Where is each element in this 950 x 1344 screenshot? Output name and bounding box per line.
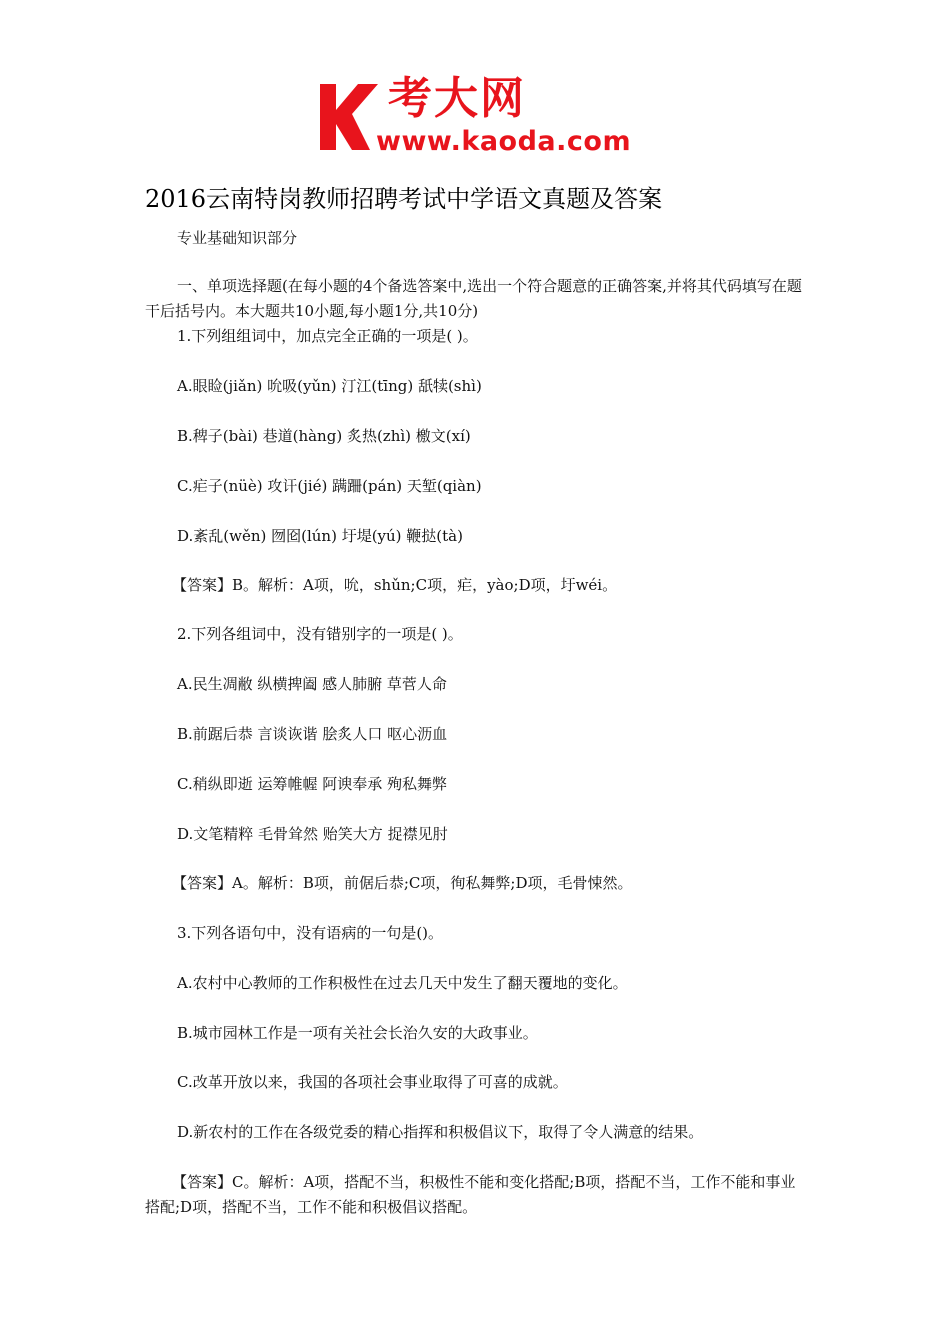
- question-3-answer: 【答案】C。解析：A项，搭配不当，积极性不能和变化搭配;B项，搭配不当，工作不能和事业搭配;D项，搭配不当，工作不能和积极倡议搭配。: [145, 1173, 796, 1216]
- section-intro: 一、单项选择题(在每小题的4个备选答案中,选出一个符合题意的正确答案,并将其代码填写在题干后括号内。本大题共10小题,每小题1分,共10分): [145, 277, 802, 320]
- question-3-option-d: D.新农村的工作在各级党委的精心指挥和积极倡议下，取得了令人满意的结果。: [177, 1123, 704, 1141]
- kaoda-logo: [318, 73, 638, 160]
- document-title: 2016云南特岗教师招聘考试中学语文真题及答案: [145, 185, 663, 213]
- question-3-option-a: A.农村中心教师的工作积极性在过去几天中发生了翻天覆地的变化。: [177, 974, 628, 992]
- question-3-stem: 3.下列各语句中，没有语病的一句是()。: [177, 924, 444, 942]
- section-heading: 专业基础知识部分: [177, 229, 298, 247]
- logo-brand-text: 考大网: [388, 73, 526, 124]
- question-1-option-c: C.疟子(nüè) 攻讦(jié) 蹒跚(pán) 天堑(qiàn): [177, 477, 482, 495]
- question-2-answer: 【答案】A。解析：B项，前倨后恭;C项，徇私舞弊;D项，毛骨悚然。: [172, 874, 633, 892]
- question-2-option-b: B.前踞后恭 言谈诙谐 脍炙人口 呕心沥血: [177, 725, 448, 743]
- question-1-option-d: D.紊乱(wěn) 囫囵(lún) 圩堤(yú) 鞭挞(tà): [177, 527, 463, 545]
- question-2-option-c: C.稍纵即逝 运筹帷幄 阿谀奉承 殉私舞弊: [177, 775, 448, 793]
- question-1-stem: 1.下列组组词中，加点完全正确的一项是( )。: [177, 327, 478, 345]
- question-2-option-d: D.文笔精粹 毛骨耸然 贻笑大方 捉襟见肘: [177, 825, 448, 843]
- question-3-option-c: C.改革开放以来，我国的各项社会事业取得了可喜的成就。: [177, 1073, 568, 1091]
- question-1-option-a: A.眼睑(jiǎn) 吮吸(yǔn) 汀江(tīng) 舐犊(shì): [177, 377, 482, 395]
- question-1-option-b: B.稗子(bài) 巷道(hàng) 炙热(zhì) 檄文(xí): [177, 427, 471, 445]
- logo-url-text: www.kaoda.com: [376, 126, 632, 157]
- question-2-option-a: A.民生凋敝 纵横捭阖 感人肺腑 草菅人命: [177, 675, 447, 693]
- question-1-answer: 【答案】B。解析：A项，吮，shǔn;C项，疟，yào;D项，圩wéi。: [172, 576, 618, 594]
- question-3-option-b: B.城市园林工作是一项有关社会长治久安的大政事业。: [177, 1024, 538, 1042]
- question-2-stem: 2.下列各组词中，没有错别字的一项是( )。: [177, 625, 463, 643]
- k-logo-mark-icon: [318, 80, 380, 152]
